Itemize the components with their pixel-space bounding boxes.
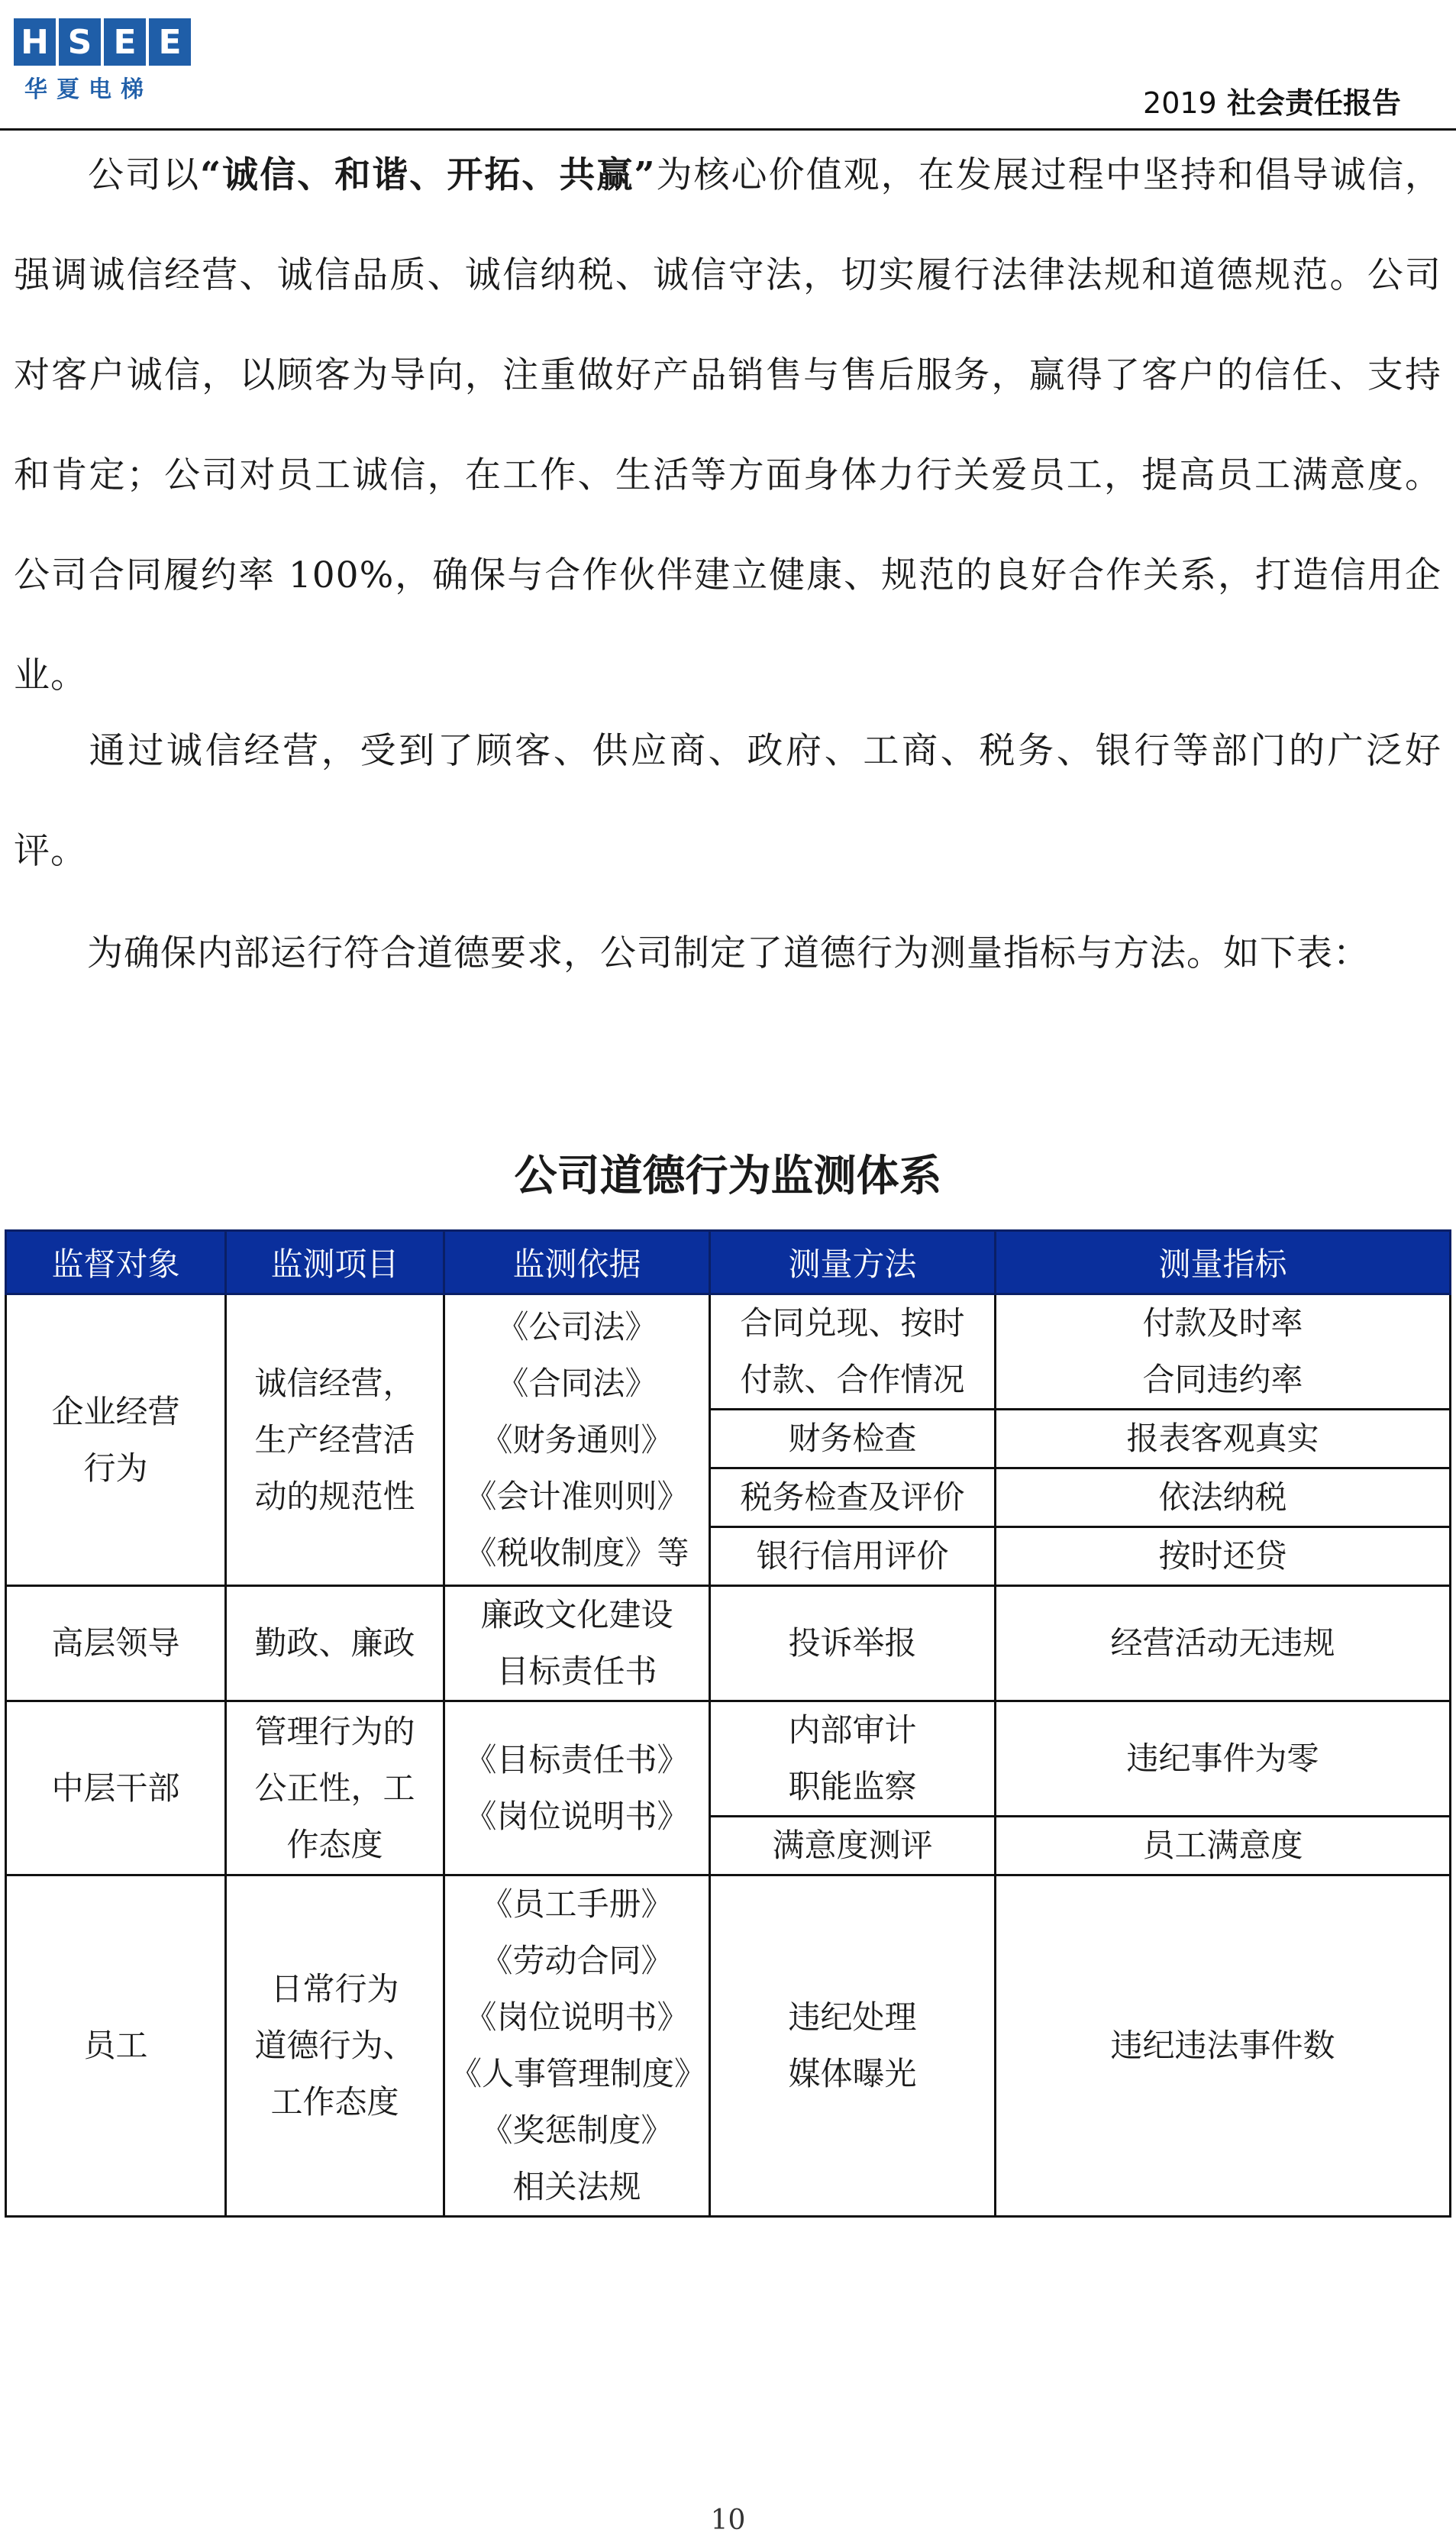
logo-letters (14, 18, 191, 66)
logo-chinese-name: 华夏电梯 (24, 76, 153, 103)
cell-item (226, 1875, 444, 2217)
logo-letter: E (104, 18, 146, 66)
paragraph-core-values (14, 125, 1441, 725)
table-title: 公司道德行为监测体系 (514, 1152, 942, 1201)
cell-line: 企业经营 (51, 1392, 180, 1430)
cell-method (710, 1875, 996, 2217)
core-values-emphasis: “诚信、和谐、开拓、共赢” (200, 154, 656, 196)
cell-target (6, 1294, 226, 1586)
table-row (6, 1586, 1451, 1701)
column-header: 测量方法 (710, 1231, 996, 1294)
cell-line: 《奖惩制度》 (480, 2111, 673, 2149)
cell-line: 合同违约率 (1142, 1361, 1303, 1398)
cell-line: 诚信经营， (254, 1364, 415, 1402)
cell-kpi: 依法纳税 (996, 1468, 1451, 1527)
company-logo (14, 18, 191, 104)
cell-line: 道德行为、 (254, 2027, 415, 2064)
cell-line: 日常行为 (270, 1970, 399, 2008)
cell-line: 《岗位说明书》 (464, 1998, 689, 2036)
cell-method: 银行信用评价 (710, 1527, 996, 1586)
paragraph-text: 通过诚信经营，受到了顾客、供应商、政府、工商、税务、银行等部门的广泛好评。 (14, 730, 1441, 872)
cell-line: 职能监察 (788, 1768, 917, 1805)
paragraph-text: 为确保内部运行符合道德要求，公司制定了道德行为测量指标与方法。如下表： (87, 932, 1370, 974)
cell-kpi (996, 1294, 1451, 1410)
ethics-monitoring-table (5, 1229, 1451, 2218)
paragraph-text: 公司以 (87, 154, 201, 196)
cell-line: 廉政文化建设 (480, 1596, 673, 1633)
cell-basis (444, 1701, 710, 1875)
cell-basis (444, 1586, 710, 1701)
table-row (6, 1294, 1451, 1410)
cell-line: 《合同法》 (496, 1364, 657, 1402)
cell-item (226, 1294, 444, 1586)
cell-line: 作态度 (286, 1825, 383, 1863)
cell-basis (444, 1294, 710, 1586)
cell-line: 目标责任书 (496, 1652, 657, 1690)
cell-line: 媒体曝光 (788, 2055, 917, 2092)
cell-target: 中层干部 (6, 1701, 226, 1875)
cell-kpi: 经营活动无违规 (996, 1586, 1451, 1701)
cell-line: 《财务通则》 (480, 1420, 673, 1459)
column-header: 监督对象 (6, 1231, 226, 1294)
cell-basis (444, 1875, 710, 2217)
cell-kpi: 员工满意度 (996, 1817, 1451, 1875)
logo-letter: H (14, 18, 56, 66)
cell-method (710, 1294, 996, 1410)
cell-item: 勤政、廉政 (226, 1586, 444, 1701)
cell-line: 动的规范性 (254, 1477, 415, 1515)
table-header-row (6, 1231, 1451, 1294)
cell-method: 税务检查及评价 (710, 1468, 996, 1527)
paragraph-table-intro (14, 903, 1441, 1003)
cell-line: 《劳动合同》 (480, 1942, 673, 1979)
cell-line: 合同兑现、按时 (740, 1304, 965, 1342)
cell-line: 《会计准则则》 (464, 1477, 689, 1515)
cell-item (226, 1701, 444, 1875)
cell-line: 付款、合作情况 (740, 1361, 965, 1398)
logo-letter: E (149, 18, 191, 66)
cell-method: 财务检查 (710, 1410, 996, 1468)
logo-letter: S (59, 18, 101, 66)
paragraph-reputation (14, 701, 1441, 901)
cell-method: 满意度测评 (710, 1817, 996, 1875)
cell-line: 相关法规 (512, 2168, 641, 2205)
cell-line: 行为 (83, 1449, 148, 1487)
cell-method: 投诉举报 (710, 1586, 996, 1701)
report-title (1143, 79, 1401, 121)
cell-line: 工作态度 (270, 2083, 399, 2121)
cell-kpi: 报表客观真实 (996, 1410, 1451, 1468)
cell-line: 生产经营活 (254, 1420, 415, 1459)
cell-kpi: 违纪违法事件数 (996, 1875, 1451, 2217)
cell-line: 付款及时率 (1142, 1304, 1303, 1342)
column-header: 监测依据 (444, 1231, 710, 1294)
cell-line: 《岗位说明书》 (464, 1797, 689, 1835)
cell-line: 《公司法》 (496, 1307, 657, 1346)
cell-line: 公正性，工 (254, 1769, 415, 1807)
cell-kpi: 按时还贷 (996, 1527, 1451, 1586)
cell-target: 员工 (6, 1875, 226, 2217)
cell-line: 《员工手册》 (480, 1885, 673, 1923)
cell-line: 《人事管理制度》 (450, 2055, 707, 2092)
report-title-text: 社会责任报告 (1226, 86, 1401, 120)
cell-target: 高层领导 (6, 1586, 226, 1701)
cell-line: 《目标责任书》 (464, 1740, 689, 1778)
cell-line: 内部审计 (788, 1711, 917, 1749)
report-year: 2019 (1143, 86, 1217, 120)
cell-kpi: 违纪事件为零 (996, 1701, 1451, 1817)
paragraph-text: 为核心价值观，在发展过程中坚持和倡导诚信，强调诚信经营、诚信品质、诚信纳税、诚信守法，切实履行法律法规和道德规范。公司对客户诚信，以顾客为导向，注重做好产品销售与售后服务，赢得了客户的信任、支持和肯定；公司对员工诚信，在工作、生活等方面身体力行关爱员工，提高员工满意度。公司合同履约率 100%，确保与合作伙伴建立健康、规范的良好合作关系，打造信用企业。 (14, 154, 1442, 696)
cell-line: 违纪处理 (788, 1998, 917, 2036)
cell-line: 管理行为的 (254, 1712, 415, 1750)
column-header: 监测项目 (226, 1231, 444, 1294)
table-row (6, 1701, 1451, 1817)
page-header (0, 0, 1456, 131)
table-row (6, 1875, 1451, 2217)
cell-method (710, 1701, 996, 1817)
column-header: 测量指标 (996, 1231, 1451, 1294)
cell-line: 《税收制度》等 (464, 1533, 689, 1572)
page-number: 10 (710, 2505, 746, 2536)
